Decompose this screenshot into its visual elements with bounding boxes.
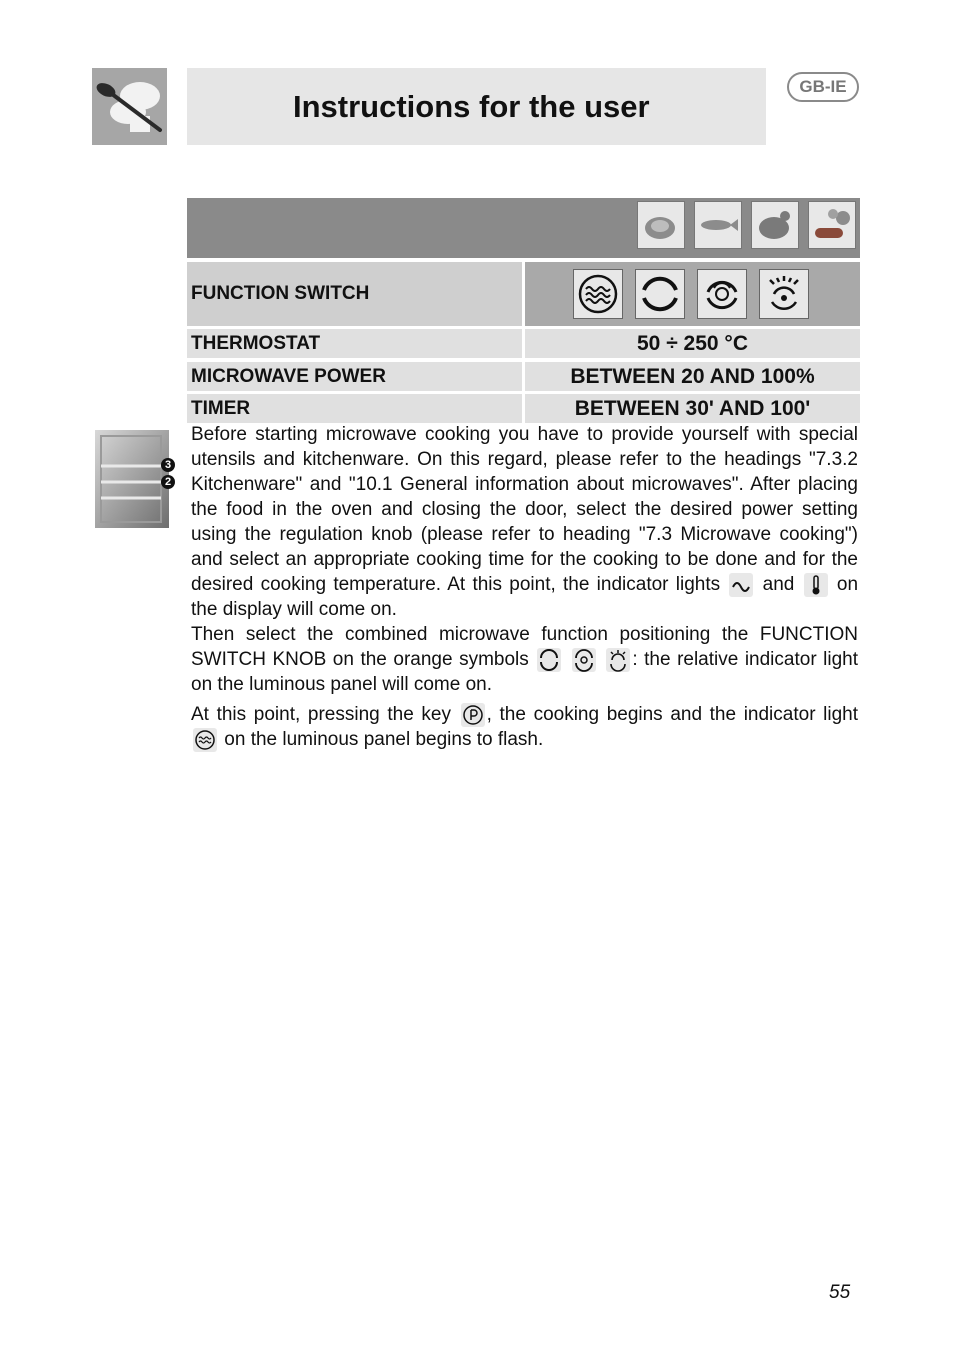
chef-spoon-icon [92, 68, 167, 145]
paragraph-2-text: Then select the combined microwave function positioning the FUNCTION SWITCH KNOB on the orange symbols [191, 624, 858, 670]
circular-fan-icon [635, 269, 685, 319]
paragraph-2 [191, 622, 858, 697]
page-title: Instructions for the user [293, 88, 650, 124]
microwave-power-label: MICROWAVE POWER [187, 362, 522, 391]
thermostat-label: THERMOSTAT [187, 329, 522, 358]
circular-fan-inline-icon [537, 648, 561, 672]
paragraph-3-text: At this point, pressing the key [191, 704, 451, 725]
paragraph-3 [191, 702, 858, 752]
start-key-icon [461, 703, 485, 727]
paragraph-1-and: and [762, 574, 795, 595]
timer-value: BETWEEN 30' AND 100' [525, 394, 860, 423]
page-number: 55 [829, 1282, 851, 1303]
function-switch-row [187, 262, 860, 326]
instructions-body [191, 422, 858, 752]
tilde-indicator-icon [729, 573, 753, 597]
fan-microwave-inline-icon [572, 648, 596, 672]
paragraph-1-end: on the display will come on. [191, 574, 859, 620]
thermometer-icon [804, 573, 828, 597]
header-bar [187, 68, 766, 145]
timer-label: TIMER [187, 394, 522, 423]
function-switch-icons [525, 262, 860, 326]
microwave-waves-inline-icon [193, 728, 217, 752]
language-badge: GB-IE [787, 72, 859, 102]
fan-microwave-icon [697, 269, 747, 319]
microwave-waves-icon [573, 269, 623, 319]
paragraph-1 [191, 422, 858, 622]
oven-shelf-figure [95, 430, 175, 528]
function-switch-label: FUNCTION SWITCH [187, 262, 522, 326]
thermostat-row [187, 329, 860, 358]
paragraph-3-end: on the luminous panel begins to flash. [224, 729, 544, 750]
roast-meat-icon [637, 201, 685, 249]
paragraph-3-mid: , the cooking begins and the indicator light [486, 704, 859, 725]
vegetables-icon [808, 201, 856, 249]
shelf-label-2: 2 [161, 475, 175, 489]
chicken-icon [751, 201, 799, 249]
thermostat-value: 50 ÷ 250 °C [525, 329, 860, 358]
food-category-bar [187, 198, 860, 258]
grill-microwave-icon [759, 269, 809, 319]
paragraph-1-text: Before starting microwave cooking you have to provide yourself with special utensils and kitchenware. On this regard, please refer to the headings "7.3.2 Kitchenware" and "10.1 General information about microwaves". After placing the food in the oven and closing the door, select the desired power setting using the regulation knob (please refer to heading "7.3 Microwave cooking") and select an appropriate cooking time for the cooking to be done and for the desired cooking temperature. At this point, the indicator lights [191, 424, 858, 595]
paragraph-2-end: : the relative indicator light on the luminous panel will come on. [191, 649, 859, 695]
microwave-power-value: BETWEEN 20 AND 100% [525, 362, 860, 391]
fish-icon [694, 201, 742, 249]
timer-row [187, 394, 860, 423]
shelf-label-3: 3 [161, 458, 175, 472]
grill-microwave-inline-icon [606, 648, 630, 672]
microwave-power-row [187, 362, 860, 391]
